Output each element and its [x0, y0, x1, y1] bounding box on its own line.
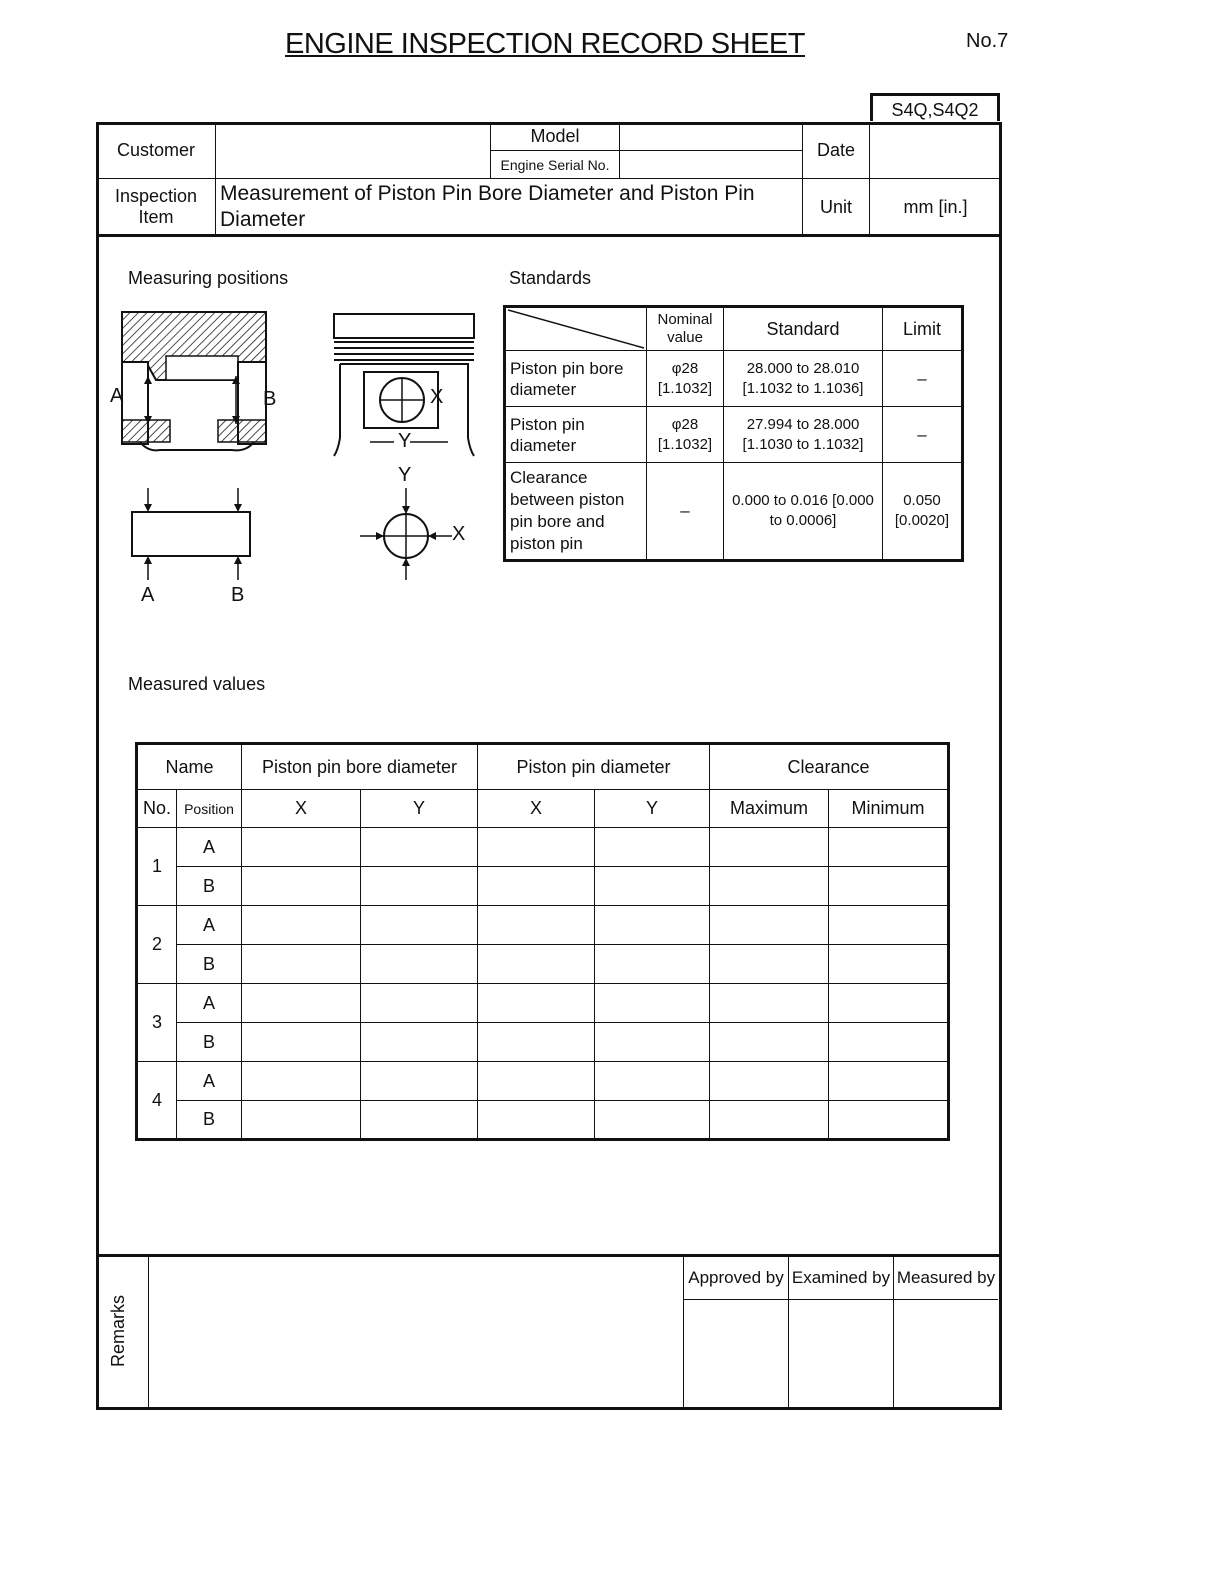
- position-label-a: A: [141, 584, 155, 606]
- value-cell[interactable]: [595, 945, 710, 984]
- value-cell[interactable]: [595, 1062, 710, 1101]
- standards-range: 0.000 to 0.016 [0.000 to 0.0006]: [724, 463, 883, 561]
- standards-limit: 0.050 [0.0020]: [883, 463, 963, 561]
- signature-table: [683, 1257, 998, 1409]
- measured-by-label: Measured by: [894, 1257, 999, 1299]
- customer-field[interactable]: [216, 123, 491, 179]
- sheet-number: No.7: [966, 30, 1009, 52]
- row-position: A: [177, 906, 242, 945]
- inspection-item-value: Measurement of Piston Pin Bore Diameter and Piston Pin Diameter: [216, 179, 803, 236]
- examined-by-label: Examined by: [789, 1257, 894, 1299]
- value-cell[interactable]: [242, 1062, 361, 1101]
- date-field[interactable]: [870, 123, 1002, 179]
- pin-x-header: X: [478, 790, 595, 828]
- value-cell[interactable]: [242, 1101, 361, 1140]
- pin-y-header: Y: [595, 790, 710, 828]
- max-header: Maximum: [710, 790, 829, 828]
- value-cell[interactable]: [710, 945, 829, 984]
- row-number: 2: [137, 906, 177, 984]
- value-cell[interactable]: [829, 828, 949, 867]
- page-title: ENGINE INSPECTION RECORD SHEET: [285, 28, 805, 60]
- value-cell[interactable]: [829, 945, 949, 984]
- value-cell[interactable]: [595, 1101, 710, 1140]
- measured-values-label: Measured values: [128, 674, 266, 694]
- standards-item: Piston pin diameter: [505, 407, 647, 463]
- value-cell[interactable]: [478, 984, 595, 1023]
- row-position: A: [177, 1062, 242, 1101]
- bore-x-header: X: [242, 790, 361, 828]
- value-cell[interactable]: [829, 1023, 949, 1062]
- measuring-positions-label: Measuring positions: [128, 268, 289, 288]
- value-cell[interactable]: [242, 1023, 361, 1062]
- measured-by-field[interactable]: [894, 1299, 999, 1409]
- examined-by-field[interactable]: [789, 1299, 894, 1409]
- row-number: 4: [137, 1062, 177, 1140]
- value-cell[interactable]: [710, 1023, 829, 1062]
- piston-cross-section-diagram: [108, 300, 298, 460]
- value-cell[interactable]: [242, 984, 361, 1023]
- direction-label-y: Y: [398, 464, 412, 486]
- standards-range: 27.994 to 28.000 [1.1030 to 1.1032]: [724, 407, 883, 463]
- value-cell[interactable]: [361, 984, 478, 1023]
- name-header: Name: [137, 744, 242, 790]
- bore-y-header: Y: [361, 790, 478, 828]
- value-cell[interactable]: [478, 1101, 595, 1140]
- value-cell[interactable]: [478, 906, 595, 945]
- standards-item: Piston pin bore diameter: [505, 351, 647, 407]
- standards-corner-cell: [505, 307, 647, 351]
- value-cell[interactable]: [710, 867, 829, 906]
- engine-serial-field[interactable]: [620, 151, 803, 179]
- standards-item: Clearance between piston pin bore and piston pin: [505, 463, 647, 561]
- standards-nominal: –: [647, 463, 724, 561]
- standards-nominal: φ28 [1.1032]: [647, 351, 724, 407]
- diagram-label-a: A: [110, 385, 124, 407]
- direction-xy-diagram: [354, 484, 464, 584]
- value-cell[interactable]: [478, 828, 595, 867]
- value-cell[interactable]: [829, 1062, 949, 1101]
- position-label-b: B: [231, 584, 245, 606]
- model-field[interactable]: [620, 123, 803, 151]
- standards-label: Standards: [509, 268, 592, 288]
- clearance-header: Clearance: [710, 744, 949, 790]
- row-position: B: [177, 1023, 242, 1062]
- value-cell[interactable]: [242, 867, 361, 906]
- value-cell[interactable]: [829, 1101, 949, 1140]
- value-cell[interactable]: [242, 945, 361, 984]
- value-cell[interactable]: [361, 906, 478, 945]
- engine-serial-label: Engine Serial No.: [491, 151, 620, 179]
- row-position: A: [177, 828, 242, 867]
- standards-limit: –: [883, 351, 963, 407]
- row-number: 1: [137, 828, 177, 906]
- value-cell[interactable]: [595, 1023, 710, 1062]
- value-cell[interactable]: [361, 1023, 478, 1062]
- model-code-box: S4Q,S4Q2: [870, 93, 1000, 121]
- pin-header: Piston pin diameter: [478, 744, 710, 790]
- measured-values-table: [135, 742, 950, 1141]
- value-cell[interactable]: [710, 828, 829, 867]
- value-cell[interactable]: [478, 1062, 595, 1101]
- row-number: 3: [137, 984, 177, 1062]
- info-table: [96, 122, 1002, 236]
- remarks-label-cell: Remarks: [96, 1257, 149, 1410]
- bore-header: Piston pin bore diameter: [242, 744, 478, 790]
- model-label: Model: [491, 123, 620, 151]
- value-cell[interactable]: [361, 828, 478, 867]
- row-position: B: [177, 1101, 242, 1140]
- footer-section: [96, 1254, 1002, 1410]
- position-ab-diagram: [120, 484, 270, 584]
- inspection-item-label: Inspection Item: [97, 179, 216, 236]
- value-cell[interactable]: [829, 984, 949, 1023]
- value-cell[interactable]: [710, 1101, 829, 1140]
- row-position: A: [177, 984, 242, 1023]
- value-cell[interactable]: [829, 906, 949, 945]
- value-cell[interactable]: [361, 945, 478, 984]
- no-header: No.: [137, 790, 177, 828]
- value-cell[interactable]: [595, 867, 710, 906]
- standard-header: Standard: [724, 307, 883, 351]
- standards-range: 28.000 to 28.010 [1.1032 to 1.1036]: [724, 351, 883, 407]
- value-cell[interactable]: [595, 828, 710, 867]
- nominal-header: Nominal value: [647, 307, 724, 351]
- value-cell[interactable]: [242, 828, 361, 867]
- date-label: Date: [803, 123, 870, 179]
- value-cell[interactable]: [478, 945, 595, 984]
- limit-header: Limit: [883, 307, 963, 351]
- side-view-label-x: X: [430, 386, 444, 408]
- value-cell[interactable]: [595, 906, 710, 945]
- standards-limit: –: [883, 407, 963, 463]
- approved-by-label: Approved by: [684, 1257, 789, 1299]
- side-view-label-y: Y: [398, 430, 412, 452]
- value-cell[interactable]: [478, 867, 595, 906]
- row-position: B: [177, 867, 242, 906]
- value-cell[interactable]: [361, 1101, 478, 1140]
- standards-nominal: φ28 [1.1032]: [647, 407, 724, 463]
- value-cell[interactable]: [242, 906, 361, 945]
- value-cell[interactable]: [361, 867, 478, 906]
- diagram-label-b: B: [263, 388, 277, 410]
- standards-table: [503, 305, 964, 562]
- approved-by-field[interactable]: [684, 1299, 789, 1409]
- unit-label: Unit: [803, 179, 870, 236]
- customer-label: Customer: [97, 123, 216, 179]
- value-cell[interactable]: [710, 1062, 829, 1101]
- min-header: Minimum: [829, 790, 949, 828]
- value-cell[interactable]: [361, 1062, 478, 1101]
- value-cell[interactable]: [478, 1023, 595, 1062]
- row-position: B: [177, 945, 242, 984]
- header-separator: [96, 234, 1002, 237]
- direction-label-x: X: [452, 523, 466, 545]
- value-cell[interactable]: [710, 906, 829, 945]
- value-cell[interactable]: [829, 867, 949, 906]
- unit-value: mm [in.]: [870, 179, 1002, 236]
- value-cell[interactable]: [710, 984, 829, 1023]
- remarks-field[interactable]: [149, 1257, 683, 1410]
- value-cell[interactable]: [595, 984, 710, 1023]
- position-header: Position: [177, 790, 242, 828]
